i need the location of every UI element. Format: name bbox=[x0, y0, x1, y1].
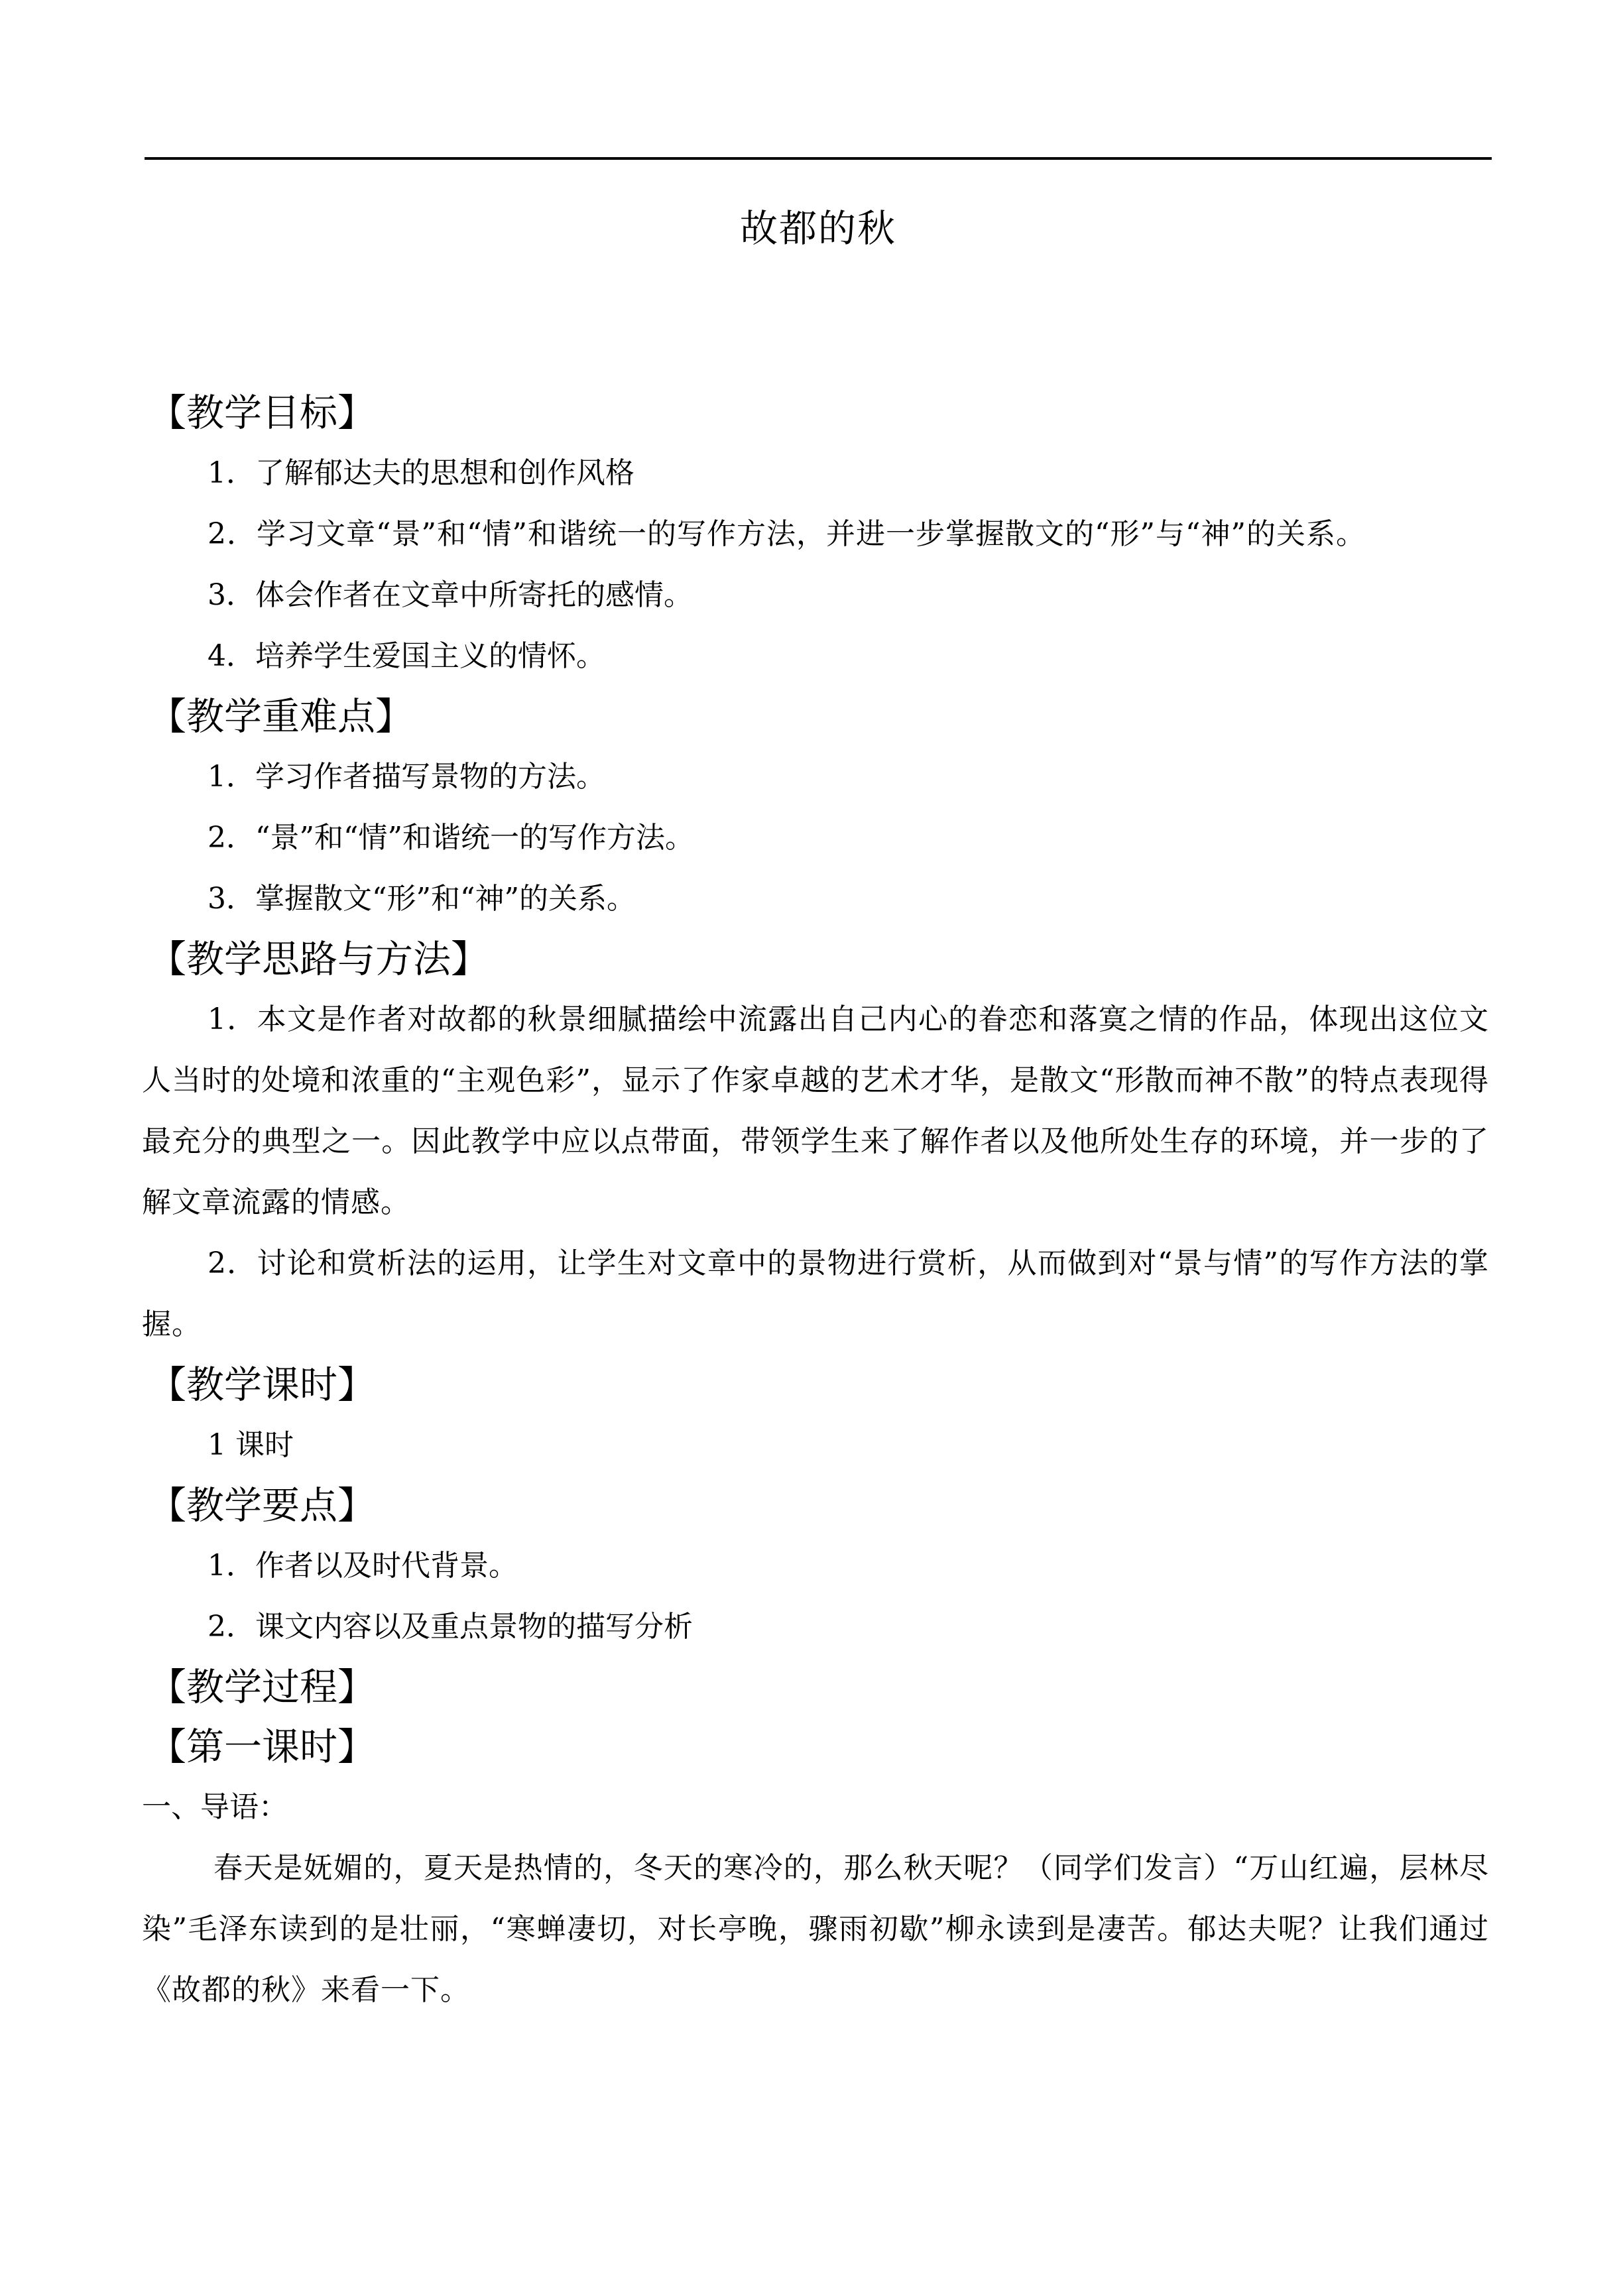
essentials-heading: 【教学要点】 bbox=[149, 1484, 375, 1528]
objectives-heading: 【教学目标】 bbox=[149, 391, 375, 435]
objective-item: 3．体会作者在文章中所寄托的感情。 bbox=[208, 578, 693, 612]
approach-paragraph: 1．本文是作者对故都的秋景细腻描绘中流露出自己内心的眷恋和落寞之情的作品，体现出这位文人当时的处境和浓重的“主观色彩”，显示了作家卓越的艺术才华，是散文“形散而神不散”的特点表现得最充分的典型之一。因此教学中应以点带面，带领学生来了解作者以及他所处生存的环境，并一步的了解文章流露的情感。 bbox=[142, 1002, 1489, 1219]
approach-heading: 【教学思路与方法】 bbox=[149, 937, 489, 981]
key-point-item: 2．“景”和“情”和谐统一的写作方法。 bbox=[208, 821, 694, 855]
hours-heading: 【教学课时】 bbox=[149, 1363, 375, 1407]
approach-paragraph: 2．讨论和赏析法的运用，让学生对文章中的景物进行赏析，从而做到对“景与情”的写作方法的掌握。 bbox=[142, 1246, 1489, 1341]
intro-paragraph: 春天是妩媚的，夏天是热情的，冬天的寒冷的，那么秋天呢？（同学们发言）“万山红遍，层林尽染”毛泽东读到的是壮丽，“寒蝉凄切，对长亭晚，骤雨初歇”柳永读到是凄苦。郁达夫呢？让我们通过《故都的秋》来看一下。 bbox=[142, 1851, 1489, 2007]
document-title: 故都的秋 bbox=[740, 207, 896, 251]
first-lesson-heading: 【第一课时】 bbox=[149, 1725, 375, 1769]
key-point-item: 1．学习作者描写景物的方法。 bbox=[208, 760, 605, 794]
objective-item: 1．了解郁达夫的思想和创作风格 bbox=[208, 456, 634, 490]
objective-item: 2．学习文章“景”和“情”和谐统一的写作方法，并进一步掌握散文的“形”与“神”的关系。 bbox=[208, 517, 1366, 551]
hours-value: 1 课时 bbox=[208, 1428, 294, 1462]
intro-subheading: 一、导语： bbox=[142, 1790, 288, 1824]
objective-item: 4．培养学生爱国主义的情怀。 bbox=[208, 639, 605, 673]
essential-item: 2．课文内容以及重点景物的描写分析 bbox=[208, 1610, 693, 1644]
key-points-heading: 【教学重难点】 bbox=[149, 695, 413, 739]
key-point-item: 3．掌握散文“形”和“神”的关系。 bbox=[208, 882, 636, 916]
document-body bbox=[142, 383, 1489, 2021]
header-rule bbox=[145, 157, 1492, 160]
essential-item: 1．作者以及时代背景。 bbox=[208, 1549, 518, 1583]
process-heading: 【教学过程】 bbox=[149, 1665, 375, 1709]
